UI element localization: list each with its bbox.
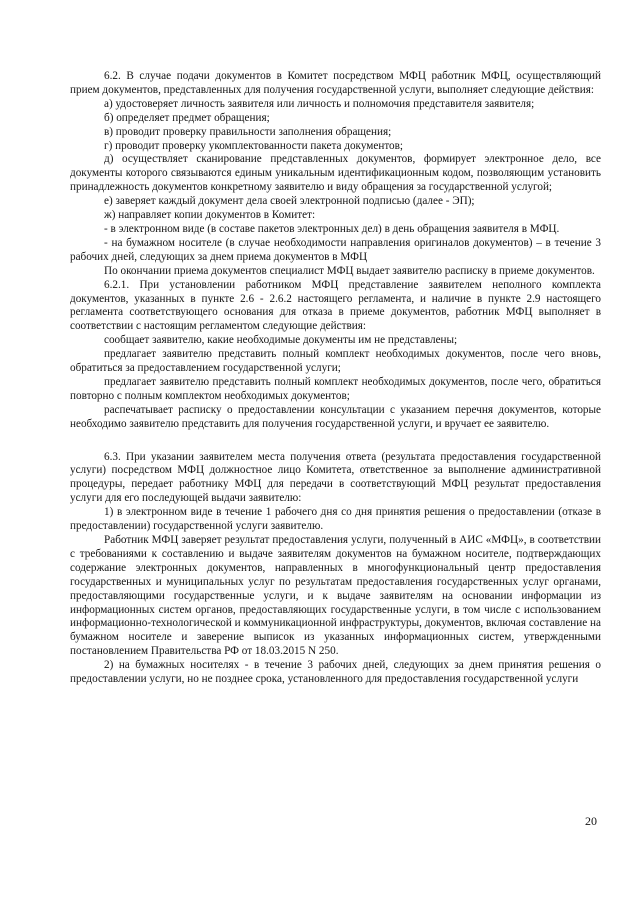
paragraph-offers-2: предлагает заявителю представить полный комплект необходимых документов, после чего, обратиться повторно с полным комплектом необходимых документов; — [70, 375, 601, 402]
paragraph-6-2: 6.2. В случае подачи документов в Комитет посредством МФЦ работник МФЦ, осуществляющий прием документов, представленных для получения государственной услуги, выполняет следующие действия: — [70, 70, 601, 96]
paragraph-prints-receipt: распечатывает расписку о предоставлении консультации с указанием перечня документов, которые необходимо заявителю представить для получения государственной услуги, и вручает ее заявителю. — [70, 403, 601, 430]
list-item-zh: ж) направляет копии документов в Комитет: — [104, 209, 316, 222]
section-gap — [70, 432, 601, 451]
paragraph-offers-1: предлагает заявителю представить полный комплект необходимых документов, после чего вновь, обратиться за предоставлением государственной услуги; — [70, 348, 601, 375]
paragraph-certifies: Работник МФЦ заверяет результат предоставления услуги, полученный в АИС «МФЦ», в соответствии с требованиями к составлению и выдаче заявителям документов на бумажном носителе, подтверждающих содержание электронных документов, направленных в многофункциональный центр предоставления государственных и муниципальных услуг по результатам предоставления государственных услуг органами, предоставляющими государственные услуги, и к выдаче заявителям на основании информации из информационных систем органов, предоставляющих государственные услуги, в том числе с использованием информационно-технологической и коммуникационной инфраструктуры, документов, включая составление на бумажном носителе и заверение выписок из указанных информационных систем, утвержденными постановлением Правительства РФ от 18.03.2015 N 250. — [70, 534, 601, 658]
list-subitem-electronic: - в электронном виде (в составе пакетов электронных дел) в день обращения заявителя в МФЦ. — [104, 222, 560, 235]
paragraph-informs: сообщает заявителю, какие необходимые документы им не представлены; — [104, 334, 458, 347]
document-page — [70, 70, 601, 687]
paragraph-6-2-1: 6.2.1. При установлении работником МФЦ представление заявителем неполного комплекта документов, указанных в пункте 2.6 - 2.6.2 настоящего регламента, и наличие в пункте 2.9 настоящего регламента соответствующего основания для отказа в приеме документов, работник МФЦ выполняет в соответствии с настоящим регламентом следующие действия: — [70, 278, 601, 333]
paragraph-receipt: По окончании приема документов специалист МФЦ выдает заявителю расписку в приеме документов. — [104, 264, 595, 277]
page-number: 20 — [585, 814, 597, 828]
list-item-v: в) проводит проверку правильности заполнения обращения; — [104, 125, 392, 138]
list-item-d: д) осуществляет сканирование представленных документов, формирует электронное дело, все документы которого связываются единым уникальным идентификационным кодом, позволяющим установить принадлежность документов конкретному заявителю и виду обращения за государственной услугой; — [70, 153, 601, 194]
list-item-g: г) проводит проверку укомплектованности пакета документов; — [104, 139, 404, 152]
list-item-b: б) определяет предмет обращения; — [104, 111, 270, 124]
list-subitem-paper: - на бумажном носителе (в случае необходимости направления оригиналов документов) – в течение 3 рабочих дней, следующих за днем приема документов в МФЦ — [70, 236, 601, 263]
list-item-2: 2) на бумажных носителях - в течение 3 рабочих дней, следующих за днем принятия решения о предоставлении услуги, но не позднее срока, установленного для предоставления государственной услуги — [70, 659, 601, 686]
list-item-1: 1) в электронном виде в течение 1 рабочего дня со дня принятия решения о предоставлении (отказе в предоставлении) государственной услуги заявителю. — [70, 506, 601, 533]
paragraph-6-3: 6.3. При указании заявителем места получения ответа (результата предоставления государственной услуги) посредством МФЦ должностное лицо Комитета, ответственное за выполнение административной процедуры, передает работнику МФЦ для передачи в соответствующий МФЦ результат предоставления услуги для его последующей выдачи заявителю: — [70, 450, 601, 505]
list-item-e: е) заверяет каждый документ дела своей электронной подписью (далее - ЭП); — [104, 195, 475, 208]
list-item-a: а) удостоверяет личность заявителя или личность и полномочия представителя заявителя; — [104, 97, 535, 110]
